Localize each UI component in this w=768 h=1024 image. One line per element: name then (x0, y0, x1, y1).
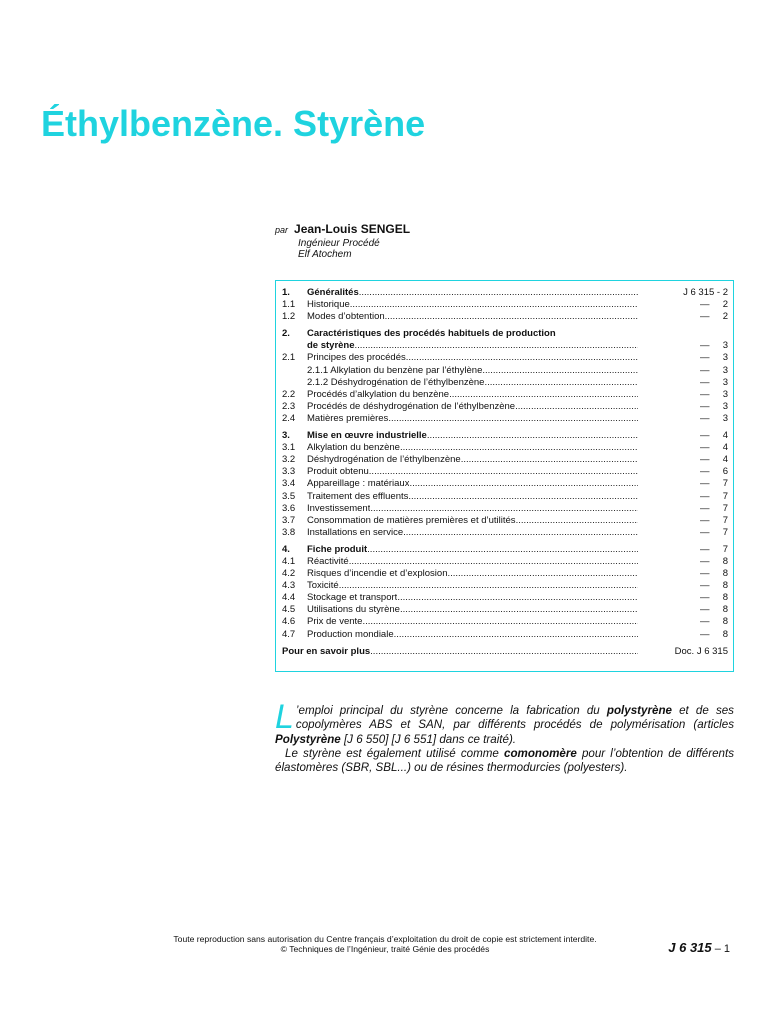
toc-label: Modes d’obtention (307, 311, 385, 323)
toc-label: Mise en œuvre industrielle (307, 430, 427, 442)
toc-row[interactable] (282, 503, 728, 515)
toc-number: 4. (282, 543, 290, 555)
author-line (275, 221, 410, 238)
toc-row[interactable] (282, 352, 728, 364)
toc-label: Pour en savoir plus (282, 645, 371, 657)
toc-number: 3. (282, 430, 290, 442)
toc-page-ref: Doc. J 6 315 (674, 645, 728, 657)
toc-row[interactable] (282, 580, 728, 592)
toc-page-ref: — 3 (700, 352, 728, 364)
author-role: Ingénieur Procédé (298, 238, 380, 249)
toc-number: 1.2 (282, 311, 296, 323)
toc-row[interactable] (282, 389, 728, 401)
toc-label: Matières premières (307, 412, 389, 424)
toc-leader-dots (388, 413, 638, 425)
document-code: J 6 315 (668, 940, 712, 955)
toc-page-ref: — 3 (700, 412, 728, 424)
toc-leader-dots (409, 478, 638, 490)
toc-leader-dots (369, 466, 638, 478)
toc-number: 2.4 (282, 412, 296, 424)
toc-list (282, 287, 728, 658)
toc-label: Principes des procédés (307, 352, 406, 364)
toc-leader-dots (406, 352, 638, 364)
toc-label: Toxicité (307, 580, 339, 592)
intro-text: ’emploi principal du styrène concerne la fabrication du (295, 704, 607, 717)
toc-leader-dots (339, 580, 638, 592)
toc-page-ref: — 4 (700, 442, 728, 454)
toc-label: Déshydrogénation de l’éthylbenzène (307, 454, 461, 466)
toc-label: 2.1.2 Déshydrogénation de l’éthylbenzène (307, 376, 485, 388)
toc-leader-dots (449, 389, 638, 401)
toc-leader-dots (482, 365, 638, 377)
toc-page-ref: — 4 (700, 430, 728, 442)
toc-row[interactable] (282, 515, 728, 527)
page-reference (668, 940, 730, 955)
toc-number: 4.1 (282, 555, 296, 567)
dropcap: L (275, 698, 294, 736)
toc-label: Utilisations du styrène (307, 604, 400, 616)
author-company: Elf Atochem (298, 249, 352, 260)
toc-number: 3.7 (282, 514, 296, 526)
toc-row[interactable] (282, 430, 728, 442)
toc-page-ref: — 3 (700, 340, 728, 352)
toc-row[interactable] (282, 491, 728, 503)
toc-row[interactable] (282, 299, 728, 311)
toc-row[interactable] (282, 287, 728, 299)
toc-page-ref: — 6 (700, 466, 728, 478)
toc-label: 2.1.1 Alkylation du benzène par l’éthylène (307, 364, 483, 376)
toc-page-ref: — 4 (700, 454, 728, 466)
intro-paragraph-1 (275, 698, 734, 747)
toc-leader-dots (516, 515, 638, 527)
toc-leader-dots (400, 442, 638, 454)
toc-page-ref: — 8 (700, 580, 728, 592)
toc-number: 4.4 (282, 592, 296, 604)
toc-leader-dots (385, 311, 638, 323)
toc-page-ref: — 2 (700, 299, 728, 311)
toc-number: 4.7 (282, 628, 296, 640)
toc-page-ref: — 8 (700, 616, 728, 628)
toc-leader-dots (447, 568, 638, 580)
toc-label: Historique (307, 299, 350, 311)
toc-leader-dots (370, 503, 638, 515)
toc-label: Traitement des effluents (307, 490, 409, 502)
toc-row[interactable] (282, 646, 728, 658)
toc-page-ref: — 8 (700, 628, 728, 640)
toc-label: Prix de vente (307, 616, 363, 628)
toc-page-ref: — 7 (700, 526, 728, 538)
copyright-footer (140, 934, 630, 954)
toc-leader-dots (400, 604, 638, 616)
toc-page-ref: — 3 (700, 364, 728, 376)
toc-label: Fiche produit (307, 543, 368, 555)
intro-text: pour l’obtention de différents élastomères (SBR, SBL...) ou de résines thermodurcies (polyesters). (275, 746, 735, 775)
toc-row[interactable] (282, 616, 728, 628)
intro-text: Le styrène est également utilisé comme (285, 746, 504, 760)
toc-leader-dots (362, 616, 638, 628)
toc-number: 1.1 (282, 299, 296, 311)
toc-page-ref: — 7 (700, 490, 728, 502)
toc-label: Alkylation du benzène (307, 442, 400, 454)
toc-page-ref: — 8 (700, 592, 728, 604)
toc-row[interactable] (282, 377, 728, 389)
toc-leader-dots (403, 527, 638, 539)
page-number: 1 (723, 943, 730, 955)
footer-line-2: © Techniques de l’Ingénieur, traité Génie des procédés (280, 944, 490, 954)
toc-row[interactable] (282, 568, 728, 580)
toc-row[interactable] (282, 629, 728, 641)
document-title: Éthylbenzène. Styrène (41, 103, 426, 144)
toc-leader-dots (394, 629, 638, 641)
toc-leader-dots (370, 646, 638, 658)
toc-number: 3.3 (282, 466, 296, 478)
toc-number: 3.6 (282, 502, 296, 514)
toc-number: 1. (282, 287, 290, 298)
toc-page-ref: — 3 (700, 400, 728, 412)
toc-number: 4.5 (282, 604, 296, 616)
toc-leader-dots (427, 430, 638, 442)
toc-number: 2. (282, 328, 290, 340)
toc-number: 3.2 (282, 454, 296, 466)
introduction (275, 698, 735, 775)
toc-page-ref: — 8 (700, 604, 728, 616)
toc-leader-dots (484, 377, 638, 389)
toc-leader-dots (350, 299, 638, 311)
toc-number: 4.3 (282, 580, 296, 592)
toc-label: Appareillage : matériaux (307, 478, 410, 490)
toc-page-ref: — 3 (700, 376, 728, 388)
toc-leader-dots (408, 491, 638, 503)
toc-row[interactable] (282, 413, 728, 425)
toc-row[interactable] (282, 604, 728, 616)
toc-number: 3.8 (282, 526, 296, 538)
toc-leader-dots (461, 454, 638, 466)
toc-label: Procédés de déshydrogénation de l’éthylbenzène (307, 400, 516, 412)
toc-page-ref: J 6 315 - 2 (683, 287, 728, 298)
toc-label: Stockage et transport (307, 592, 398, 604)
toc-row[interactable] (282, 556, 728, 568)
toc-leader-dots (515, 401, 638, 413)
toc-leader-dots (355, 340, 638, 352)
toc-number: 3.1 (282, 442, 296, 454)
toc-page-ref: — 8 (700, 555, 728, 567)
toc-row[interactable] (282, 466, 728, 478)
toc-number: 2.3 (282, 400, 296, 412)
toc-row[interactable] (282, 365, 728, 377)
toc-number: 2.1 (282, 352, 296, 364)
toc-label: Investissement (307, 502, 371, 514)
toc-label: Caractéristiques des procédés habituels de production (307, 328, 556, 340)
toc-leader-dots (397, 592, 638, 604)
toc-page-ref: — 7 (700, 543, 728, 555)
toc-label: Réactivité (307, 555, 349, 567)
toc-page-ref: — 3 (700, 388, 728, 400)
toc-row[interactable] (282, 592, 728, 604)
toc-label: Production mondiale (307, 628, 394, 640)
toc-label: Installations en service (307, 526, 404, 538)
toc-leader-dots (349, 556, 638, 568)
toc-row[interactable] (282, 328, 728, 340)
intro-text: et de ses copolymères ABS et SAN, par différents procédés de polymérisation (articles (295, 704, 734, 732)
toc-page-ref: — 7 (700, 514, 728, 526)
footer-line-1: Toute reproduction sans autorisation du Centre français d’exploitation du droit de copie est strictement interdite. (173, 934, 597, 944)
author-by: par (275, 225, 289, 235)
toc-row[interactable] (282, 527, 728, 539)
toc-leader-dots (367, 544, 638, 556)
toc-number: 3.5 (282, 490, 296, 502)
toc-label: de styrène (307, 340, 355, 352)
toc-number: 4.6 (282, 616, 296, 628)
toc-number: 4.2 (282, 568, 296, 580)
toc-row[interactable] (282, 454, 728, 466)
intro-bold-term: polystyrène (606, 704, 672, 717)
toc-label: Risques d’incendie et d’explosion (307, 568, 448, 580)
toc-number: 2.2 (282, 388, 296, 400)
toc-row[interactable] (282, 340, 728, 352)
page-separator: – (711, 943, 724, 955)
toc-number: 3.4 (282, 478, 296, 490)
toc-row[interactable] (282, 544, 728, 556)
intro-paragraph-2 (275, 747, 734, 776)
toc-page-ref: — 7 (700, 502, 728, 514)
toc-page-ref: — 8 (700, 568, 728, 580)
intro-bold-term: comonomère (504, 746, 577, 760)
intro-bold-term: Polystyrène (275, 732, 341, 746)
toc-row[interactable] (282, 442, 728, 454)
author-block (275, 221, 410, 260)
intro-text: [J 6 550] [J 6 551] dans ce traité). (340, 732, 517, 746)
toc-label: Produit obtenu (307, 466, 369, 478)
author-name: Jean-Louis SENGEL (294, 222, 411, 236)
toc-row[interactable] (282, 401, 728, 413)
toc-label: Généralités (307, 287, 359, 298)
toc-page-ref: — 2 (700, 311, 728, 323)
toc-leader-dots (359, 287, 638, 299)
table-of-contents (275, 280, 734, 672)
toc-row[interactable] (282, 311, 728, 323)
toc-label: Procédés d’alkylation du benzène (307, 388, 450, 400)
toc-label: Consommation de matières premières et d’utilités (307, 514, 516, 526)
toc-page-ref: — 7 (700, 478, 728, 490)
toc-row[interactable] (282, 478, 728, 490)
